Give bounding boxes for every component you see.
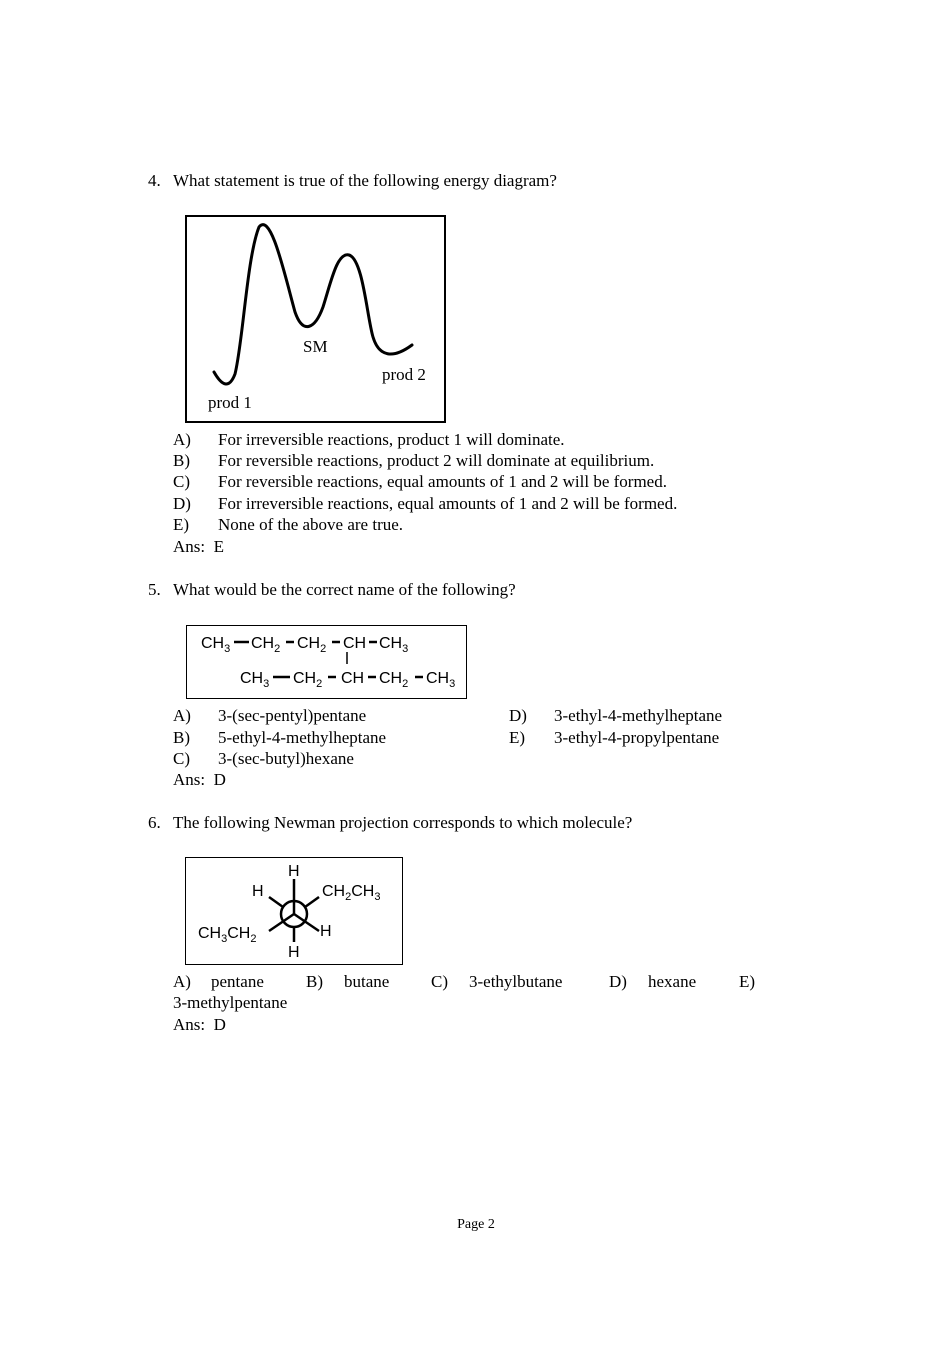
q5-choice-d-text: 3-ethyl-4-methylheptane: [554, 706, 723, 725]
svg-text:CH2: $CH_2$: [251, 635, 281, 655]
bottom-ch3-b: CH: [426, 670, 450, 687]
q4-choice-e-text: None of the above are true.: [218, 515, 404, 534]
newman-h-left: H: [252, 883, 264, 900]
q5-choice-e-text: 3-ethyl-4-propylpentane: [554, 728, 720, 747]
newman-ethyl-right: CH: [322, 883, 346, 900]
q6-choice-b-letter: B): [306, 972, 323, 991]
q5-choice-b-letter: B): [173, 728, 190, 747]
q4-choice-c-letter: C): [173, 472, 190, 491]
q5-choice-b-text: 5-ethyl-4-methylheptane: [218, 728, 387, 747]
q6-answer: Ans: D: [173, 1015, 226, 1034]
q5-choice-a-letter: A): [173, 706, 191, 725]
svg-text:CH2: $CH_2$: [379, 670, 409, 690]
energy-diagram: [185, 215, 446, 423]
q6-choice-d-text: hexane: [648, 972, 697, 991]
q5-choice-c-text: 3-(sec-butyl)hexane: [218, 749, 354, 768]
top-ch3-a: CH: [201, 635, 225, 652]
newman-projection: [185, 857, 403, 965]
q6-choice-a-letter: A): [173, 972, 191, 991]
q6-number: 6.: [148, 813, 161, 832]
q6-choice-c-text: 3-ethylbutane: [469, 972, 563, 991]
structure-drawing: [187, 626, 465, 697]
energy-curve: [187, 217, 444, 421]
svg-text:CH3: $CH_3$: [379, 635, 409, 655]
q4-choice-c-text: For reversible reactions, equal amounts of 1 and 2 will be formed.: [218, 472, 667, 491]
q4-choice-e-letter: E): [173, 515, 190, 534]
q6-choice-e-text: 3-methylpentane: [173, 993, 288, 1012]
q6-choice-a-text: pentane: [211, 972, 264, 991]
newman-h-bottom: H: [288, 944, 300, 961]
top-ch2-a: CH: [251, 635, 275, 652]
q4-choice-a-letter: A): [173, 430, 191, 449]
q4-choice-a-text: For irreversible reactions, product 1 will dominate.: [218, 430, 565, 449]
newman-ethyl-left: CH: [198, 925, 222, 942]
q4-choice-d-letter: D): [173, 494, 191, 513]
prod2-label: prod 2: [382, 365, 426, 384]
q4-answer: Ans: E: [173, 537, 224, 556]
q4-number: 4.: [148, 171, 161, 190]
sm-label: SM: [303, 337, 328, 356]
q6-question: The following Newman projection corresponds to which molecule?: [173, 813, 633, 832]
q6-choice-b-text: butane: [344, 972, 390, 991]
top-ch3-b: CH: [379, 635, 403, 652]
svg-text:CH3: $CH_3$: [426, 670, 456, 690]
bottom-ch3-a: CH: [240, 670, 264, 687]
svg-text:CH2CH3: $CH_2CH_3$: [322, 883, 381, 903]
q6-choice-e-letter: E): [739, 972, 756, 991]
q5-choice-c-letter: C): [173, 749, 190, 768]
newman-h-top: H: [288, 863, 300, 880]
svg-text:CH2: $CH_2$: [297, 635, 327, 655]
svg-text:CH3: $CH_3$: [201, 635, 231, 655]
q4-choice-b-letter: B): [173, 451, 190, 470]
q5-choice-d-letter: D): [509, 706, 527, 725]
q6-choice-d-letter: D): [609, 972, 627, 991]
top-ch2-b: CH: [297, 635, 321, 652]
svg-text:CH2: $CH_2$: [293, 670, 323, 690]
bottom-ch: CH: [341, 670, 365, 687]
q4-question: What statement is true of the following energy diagram?: [173, 171, 557, 190]
bottom-ch2-a: CH: [293, 670, 317, 687]
page-number: Page 2: [457, 1217, 495, 1232]
q5-choice-e-letter: E): [509, 728, 526, 747]
top-ch: CH: [343, 635, 367, 652]
q4-choice-b-text: For reversible reactions, product 2 will dominate at equilibrium.: [218, 451, 655, 470]
svg-text:CH3: $CH_3$: [240, 670, 270, 690]
q4-choice-d-text: For irreversible reactions, equal amounts of 1 and 2 will be formed.: [218, 494, 678, 513]
newman-drawing: [186, 858, 401, 963]
q5-answer: Ans: D: [173, 770, 226, 789]
q6-choice-c-letter: C): [431, 972, 448, 991]
q5-number: 5.: [148, 580, 161, 599]
newman-h-right: H: [320, 923, 332, 940]
q5-choice-a-text: 3-(sec-pentyl)pentane: [218, 706, 367, 725]
q5-question: What would be the correct name of the following?: [173, 580, 516, 599]
prod1-label: prod 1: [208, 393, 252, 412]
condensed-structure: [186, 625, 467, 699]
bottom-ch2-b: CH: [379, 670, 403, 687]
svg-text:CH3CH2: $CH_3CH_2$: [198, 925, 257, 945]
